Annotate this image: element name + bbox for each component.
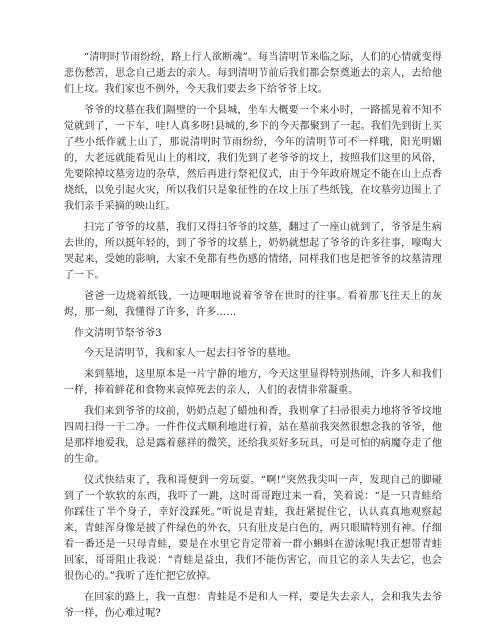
paragraph-frog: 仪式快结束了，我和哥便到一旁玩耍。“啊!”突然我尖叫一声，发现自己的脚碰到了一个软软的东西，我吓了一跳，这时哥哥跑过来一看，笑着说：“是一只青蛙给你踩住了半个身子，幸好没踩死。”听说是青蛙，我赶紧捉住它，认认真真地观察起来，青蛙浑身像是披了件绿色的外衣，只有肚皮是白色的，两只眼睛特别有神。仔细看一番还是一只母青蛙，要是在水里它肯定带着一群小蝌蚪在游泳呢!我正想带青蛙回家，哥哥阻止我说：“青蛙是益虫，我们不能伤害它，而且它的亲人失去它，也会很伤心的。”我听了连忙把它放掉。 bbox=[64, 475, 442, 582]
paragraph-grave-visit: 爷爷的坟墓在我们隔壁的一个县城，坐车大概要一个来小时，一路摇晃着不知不觉就到了，一下车，哇!人真多呀!县城的,乡下的今天都聚到了一起。我们先到街上买了些小纸作就上山了，那说清明时节雨纷纷，今年的清明节可不一样哦，阳光明媚的，大老远就能看见山上的相坟，我们先到了老爷爷的坟上，按照我们这里的风俗，先要除掉坟墓旁边的杂草，然后再进行祭祀仪式，由于今年政府规定不能在山上点香烧纸，以免引起火灾，所以我们只是象征性的在坟上压了些纸钱，在坟墓旁边围上了我们亲手采摘的映山红。 bbox=[64, 105, 442, 212]
essay-heading: 作文清明节祭爷爷3 bbox=[74, 328, 162, 339]
document-body bbox=[64, 50, 442, 627]
paragraph-qingming-day: 今天是清明节，我和家人一起去扫爷爷的墓地。 bbox=[84, 348, 298, 359]
paragraph-way-home: 在回家的路上，我一直想：青蛙是不是和人一样，要是失去亲人，会和我失去爷爷一样，伤心难过呢? bbox=[64, 592, 442, 619]
paragraph-cemetery: 来到墓地，这里原本是一片宁静的地方，今天这里显得特别热闹，许多人和我们一样，捧着鲜花和食物来哀悼死去的亲人，人们的表情非常凝重。 bbox=[64, 369, 442, 396]
paragraph-intro: “清明时节雨纷纷，路上行人欲断魂”。每当清明节来临之际，人们的心情就变得悲伤愁苦，思念自己逝去的亲人。每到清明节前后我们都会祭奠逝去的亲人，去给他们上坟。我们家也不例外，今天我们要去乡下给爷爷上坟。 bbox=[64, 52, 442, 95]
paragraph-grandpa-grave: 扫完了爷爷的坟墓，我们又得扫爷爷的坟墓，翻过了一座山就到了，爷爷是生病去世的，所以挺年轻的，到了爷爷的坟墓上，奶奶就想起了爷爷的许多往事，嚎啕大哭起来，受她的影响，大家不免都有些伤感的情绪，同样我们也是把爷爷的坟墓清理了一下。 bbox=[64, 222, 442, 281]
paragraph-ceremony: 我们来到爷爷的坟前，奶奶点起了蜡烛和香，我则拿了扫帚很卖力地将爷爷坟地四周扫得一干二净。一件件仪式顺利地进行着，站在墓前我突然很想念我的爷爷，他是那样地爱我，总是露着慈祥的微笑，还给我买好多玩具，可是可怕的病魔夺走了他的生命。 bbox=[64, 406, 442, 465]
paragraph-father: 爸爸一边烧着纸钱，一边哽咽地说着爷爷在世时的往事。看着那飞往天上的灰烬，那一刻，我懂得了许多，许多...... bbox=[64, 291, 442, 318]
